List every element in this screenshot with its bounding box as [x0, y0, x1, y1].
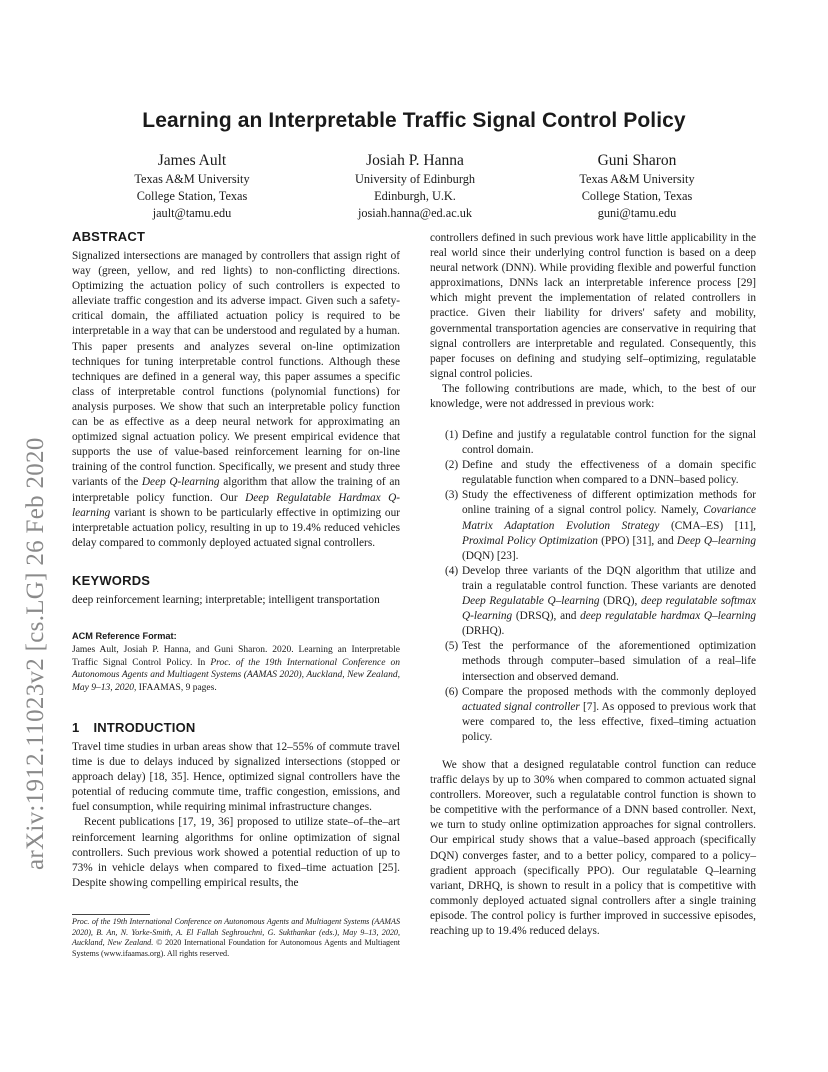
intro-paragraph-2: Recent publications [17, 19, 36] proposed to utilize state–of–the–art reinforcement learning algorithms for online optimization of signal controllers. Such previous work showed a potential reduction of up to 73% in vehicle delays when compared to fixed–time actuation [25]. Despite showing compelling empirical results, the — [72, 816, 400, 889]
acm-text-2: , IFAAMAS, 9 pages. — [134, 682, 217, 693]
item-number: (5) — [445, 640, 459, 653]
author-location: College Station, Texas — [581, 189, 693, 203]
abstract-text-3: variant is shown to be particularly effective in optimizing our interpretable actuation policy, resulting in up to 19.4% reduced vehicles delay compared to commonly deployed actuated signal controllers. — [72, 506, 400, 549]
item-italic: deep regulatable hardmax Q–learning — [580, 610, 756, 623]
author-email: jault@tamu.edu — [152, 206, 232, 220]
footnote-rule — [72, 914, 150, 915]
right-column-closing — [430, 758, 756, 939]
section-number: 1 — [72, 720, 80, 735]
item-text: (CMA–ES) [11], — [659, 519, 757, 532]
right-column-text — [430, 231, 756, 412]
acm-text-1: James Ault, Josiah P. Hanna, and Guni Sharon. 2020. Learning an Interpretable Traffic Signal Control Policy. In — [72, 645, 400, 668]
author-name: Guni Sharon — [597, 152, 677, 169]
item-text: Define and study the effectiveness of a domain specific regulatable function when compared to a DNN–based policy. — [462, 459, 756, 487]
intro-paragraph-1: Travel time studies in urban areas show that 12–55% of commute travel time is due to delays induced by signalized intersections (stopped or approach delay) [18, 35]. Hence, optimized signal controllers have the potential of reducing commute time, traffic congestion, emissions, and fuel consumption, while requiring minimal infrastructure changes. — [72, 741, 400, 814]
author-name: Josiah P. Hanna — [366, 152, 464, 169]
author-affiliation: University of Edinburgh — [355, 172, 475, 186]
footnote-copyright: © 2020 International Foundation for Autonomous Agents and Multiagent Systems (www.ifaamas.org). All rights reserved. — [72, 938, 400, 958]
keywords-text: deep reinforcement learning; interpretable; intelligent transportation — [72, 594, 380, 606]
item-italic: Proximal Policy Optimization — [462, 534, 598, 547]
item-number: (1) — [445, 429, 459, 441]
abstract-text-1: Signalized intersections are managed by controllers that assign right of way (green, yellow, and red lights) to non-conflicting directions. Optimizing the actuation policy of such controllers is expected to alleviate traffic congestion and its adverse impact. Given such a safety-critical domain, the affiliated actuation policy is required to be interpretable in a way that can be understood and regulated by a human. This paper presents and analyzes several on-line optimization techniques for tuning interpretable control functions. Although these techniques are defined in a general way, this paper assumes a specific class of interpretable control functions (polynomial functions) for analysis purposes. We show that such an interpretable policy function can be as effective as a deep neural network for approximating an optimized signal actuation policy. We present empirical evidence that supports the use of value-based reinforcement learning for on-line training of the control function. Specifically, we present and study three variants of the — [72, 250, 400, 489]
author-email: josiah.hanna@ed.ac.uk — [357, 206, 473, 220]
abstract-body — [72, 249, 400, 551]
item-number: (2) — [445, 459, 459, 472]
arxiv-stamp-text: arXiv:1912.11023v2 [cs.LG] 26 Feb 2020 — [22, 437, 49, 870]
item-italic: Deep Q–learning — [676, 534, 756, 547]
author-block-1 — [82, 151, 302, 222]
item-text: Compare the proposed methods with the commonly deployed — [462, 685, 756, 698]
author-affiliation: Texas A&M University — [579, 172, 695, 186]
contribution-item — [445, 564, 756, 639]
item-text: (DRHQ). — [462, 625, 505, 638]
item-text: Develop three variants of the DQN algorithm that utilize and train a regulatable control function. These variants are denoted — [462, 564, 756, 592]
item-text: (DRQ), — [599, 595, 641, 608]
contribution-item — [445, 488, 756, 563]
keywords-heading: KEYWORDS — [72, 573, 151, 588]
paper-title: Learning an Interpretable Traffic Signal Control Policy — [142, 109, 686, 132]
item-italic: Covariance Matrix Adaptation Evolution Strategy — [462, 504, 756, 532]
author-location: Edinburgh, U.K. — [374, 189, 456, 203]
item-italic: deep regulatable softmax Q-learning — [462, 595, 756, 623]
contribution-item — [445, 458, 756, 488]
author-block-2 — [305, 151, 525, 222]
item-text: (DQN) [23]. — [462, 549, 519, 562]
author-email: guni@tamu.edu — [597, 206, 677, 220]
abstract-text-2: algorithm that allow the training of an interpretable policy function. Our — [72, 476, 400, 504]
author-name: James Ault — [157, 152, 227, 169]
abstract-dql: Deep Q-learning — [141, 476, 220, 489]
item-number: (4) — [445, 564, 459, 577]
right-paragraph-2: The following contributions are made, which, to the best of our knowledge, were not addressed in previous work: — [430, 382, 756, 411]
footnote-venue: Proc. of the 19th International Conference on Autonomous Agents and Multiagent Systems (AAMAS 2020), B. An, N. Yorke-Smith, A. El Fallah Seghrouchni, G. Sukthankar (eds.), May 9–13, 2020, Auckland, New Zealand. — [72, 917, 400, 948]
item-text: Test the performance of the aforementioned optimization methods through computer–based simulation of a real–life intersection and observed demand. — [462, 640, 756, 683]
contribution-item — [445, 685, 756, 745]
item-text: [7]. As opposed to previous work that were compared to, the less effective, fixed–timing actuation policy. — [462, 700, 756, 743]
item-number: (3) — [445, 489, 459, 502]
right-paragraph-1: controllers defined in such previous work have little applicability in the real world since their underlying control function is based on a deep neural network (DNN). While providing flexible and powerful function approximations, DNNs lack an interpretable inference process [29] which might prevent the implementation of related controllers in practice. Given their liability for drivers' safety and mobility, governmental transportation agencies are conservative in requiring that signal controllers are interpretable and regulated. Consequently, this paper focuses on defining and studying self–optimizing, regulatable signal control policies. — [430, 232, 756, 380]
item-text: Study the effectiveness of different optimization methods for online training of a signal control policy. Namely, — [462, 489, 756, 517]
abstract-heading: ABSTRACT — [72, 229, 146, 244]
acm-venue: Proc. of the 19th International Conference on Autonomous Agents and Multiagent Systems (AAMAS 2020), Auckland, New Zealand, May 9–13, 2020 — [72, 657, 400, 693]
item-text: (DRSQ), and — [512, 610, 581, 623]
item-text: (PPO) [31], and — [597, 534, 677, 547]
acm-reference-heading: ACM Reference Format: — [72, 631, 177, 641]
abstract-drhq: Deep Regulatable Hardmax Q-learning — [72, 491, 400, 519]
section-title: INTRODUCTION — [93, 720, 196, 735]
author-block-3 — [527, 151, 747, 222]
item-number: (6) — [445, 685, 459, 698]
item-text: Define and justify a regulatable control function for the signal control domain. — [462, 429, 756, 457]
introduction-heading — [72, 720, 196, 735]
right-paragraph-3: We show that a designed regulatable control function can reduce traffic delays by up to 30% when compared to common actuated signal controllers. Moreover, such a regulatable control function is shown to be competitive with the performance of a DNN based controller. Next, we turn to study online optimization approaches for signal controllers. Our empirical study shows that a value–based approach (specifically DQN) converges faster, and to a better policy, compared to a policy–gradient approach (specifically PPO). Our regulatable Q–learning variant, DRHQ, is shown to result in a policy that is competitive with commonly deployed actuated signal controllers after a single training episode. The control policy is further improved in successive episodes, reaching up to 19.4% reduced delays. — [430, 759, 756, 938]
item-italic: actuated signal controller — [462, 700, 580, 713]
author-affiliation: Texas A&M University — [134, 172, 250, 186]
author-location: College Station, Texas — [136, 189, 248, 203]
acm-reference-text — [72, 644, 400, 694]
footnote — [72, 917, 400, 959]
contribution-item — [445, 639, 756, 684]
introduction-body — [72, 740, 400, 891]
contributions-list — [445, 428, 756, 745]
item-italic: Deep Regulatable Q–learning — [462, 595, 600, 608]
contribution-item — [445, 428, 756, 458]
